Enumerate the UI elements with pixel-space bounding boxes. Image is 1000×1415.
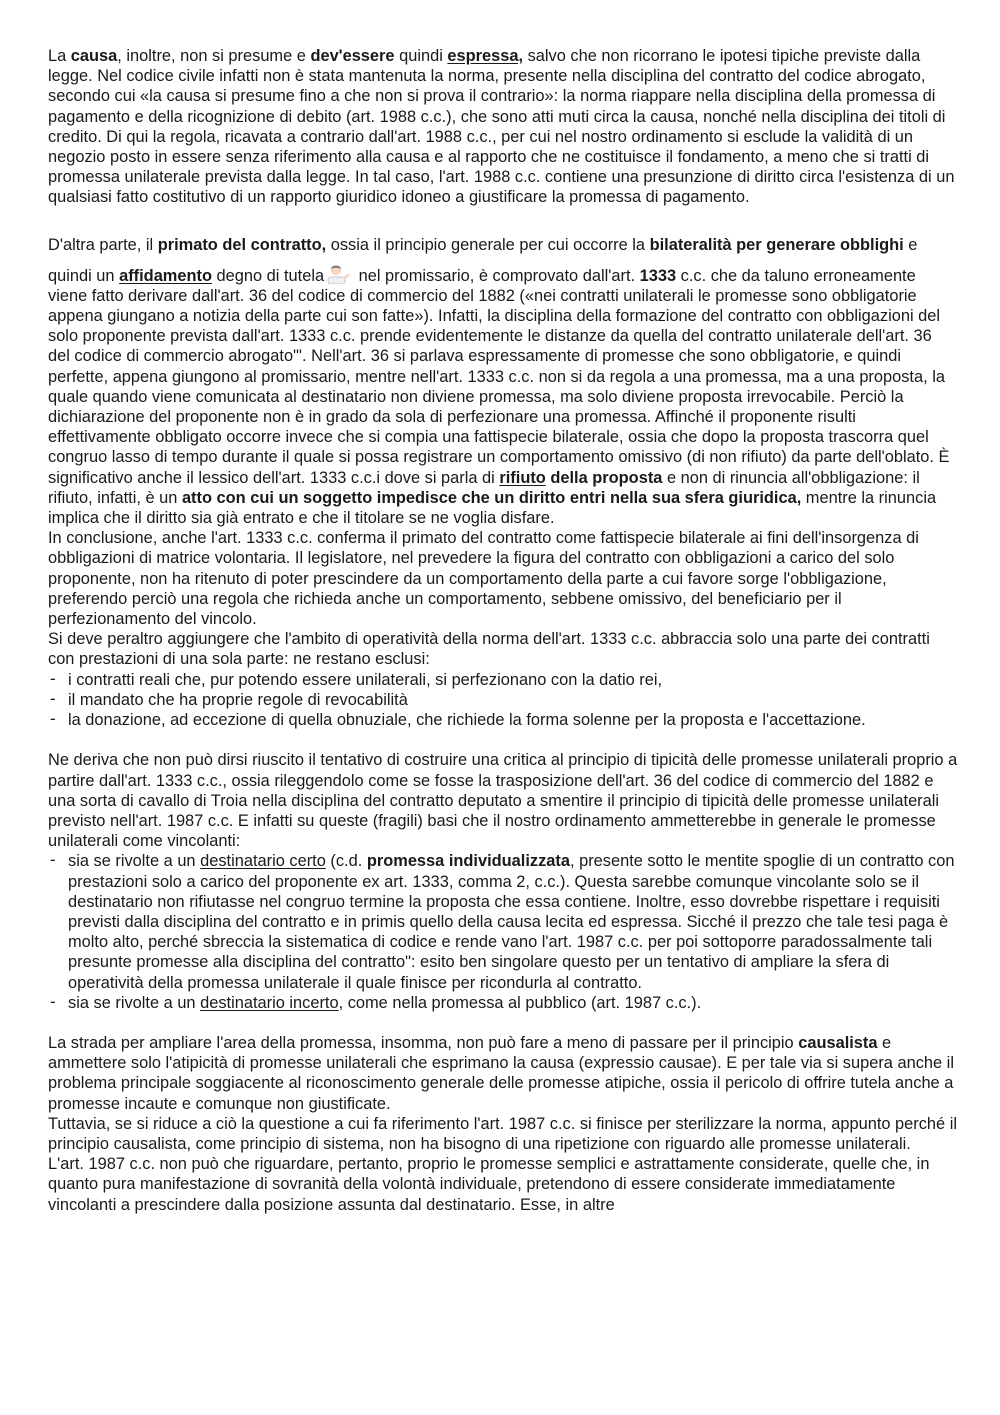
text: , presente sotto le mentite spoglie di un contratto con prestazioni solo a carico del proponente ex art. 1333, comma 2, c.c.). Questa sarebbe comunque vincolante solo se il destinatario non rifiutasse nel congruo termine la proposta che essa contiene. Inoltre, esso dovrebbe rispettare i requisiti previsti dalla disciplina del contratto e in primis quello della causa lecita ed espressa. Sicché il prezzo che tale tesi paga è molto alto, perché sbreccia la sistematica di codice e rende vano l'art. 1987 c.c. per poi sottoporre paradossalmente tali presunte promesse alla disciplina del contratto": esito ben singolare questo per un tentativo di ampliare la sfera di operatività della promessa unilaterale il quale finisce per ricondurla al contratto. — [68, 852, 955, 992]
bold-underlined-text: espressa, — [447, 47, 524, 65]
bold-text: 1333 — [639, 266, 677, 285]
paragraph-conclusione: In conclusione, anche l'art. 1333 c.c. conferma il primato del contratto come fattispecie bilaterale ai fini dell'insorgenza di obbligazioni di matrice volontaria. Il legislatore, nel prevedere la figura del contratto con obbligazioni a carico del solo proponente, non ha ritenuto di poter prescindere da un comportamento della parte a cui favore sorge l'obbligazione, preferendo perciò una regola che richieda anche un comportamento, sebbene omissivo, del beneficiario per il perfezionamento del vincolo. — [48, 529, 919, 629]
paragraph-ne-deriva: Ne deriva che non può dirsi riuscito il tentativo di costruire una critica al principio di tipicità delle promesse unilaterali proprio a partire dall'art. 1333 c.c., ossia rileggendolo come se fosse la trasposizione dell'art. 36 del codice di commercio del 1882 e una sorta di cavallo di Troia nella disciplina del contratto deputato a smentire il principio di tipicità delle promesse unilaterali previsto nell'art. 1987 c.c. E infatti su queste (fragili) basi che il nostro ordinamento ammetterebbe in generale le promesse unilaterali come vincolanti: — [48, 751, 958, 851]
text: ossia il principio generale per cui occorre la — [326, 235, 650, 254]
paragraph-tuttavia: Tuttavia, se si riduce a ciò la questione a cui fa riferimento l'art. 1987 c.c. si finisce per sterilizzare la norma, appunto perché il principio causalista, come principio di sistema, non ha bisogno di una ripetizione con riguardo alle promesse unilaterali. — [48, 1114, 957, 1153]
text: e quindi un — [48, 235, 918, 285]
text: e non di rinuncia all'obbligazione: il rifiuto, infatti, è un — [48, 468, 920, 507]
text: sia se rivolte a un — [68, 993, 201, 1012]
text: La strada per ampliare l'area della promessa, insomma, non può fare a meno di passare per il principio — [48, 1033, 799, 1052]
text: nel promissario, è comprovato dall'art. — [354, 266, 640, 285]
bold-underlined-text: affidamento — [119, 266, 212, 285]
text: , inoltre, non si presume e — [117, 47, 311, 65]
underlined-text: destinatario certo — [200, 852, 326, 871]
bold-text: causalista — [798, 1033, 878, 1052]
text: salvo che non ricorrano le ipotesi tipiche previste dalla legge. Nel codice civile infatti non è stata mantenuta la norma, presente nella disciplina del contratto del codice abrogato, secondo cui «la causa si presume fino a che non si prova il contrario»: la norma riappare nella disciplina della promessa di pagamento e della ricognizione di debito (art. 1988 c.c.), che sono atti muti circa la causa, nonché nella disciplina dei titoli di credito. Di qui la regola, ricavata a contrario dall'art. 1988 c.c., per cui nel nostro ordinamento si esclude la validità di un negozio posto in essere senza riferimento alla causa e al rapporto che ne costituisce il fondamento, a meno che si tratti di promessa unilaterale prevista dalla legge. In tal caso, l'art. 1988 c.c. contiene una presunzione di diritto circa l'esistenza di un qualsiasi fatto costitutivo di un rapporto giuridico idoneo a giustificare la promessa di pagamento. — [48, 47, 955, 207]
list-item: - i contratti reali che, pur potendo essere unilaterali, si perfezionano con la datio rei, — [48, 670, 958, 690]
text: e ammettere solo l'atipicità di promesse unilaterali che esprimano la causa (expressio causae). E per tale via si supera anche il problema principale soggiacente al riconoscimento generale delle promesse atipiche, ossia il pericolo di offrire tutela anche a promesse incaute e comunque non giustificate. — [48, 1033, 954, 1113]
text: quindi — [394, 47, 448, 65]
text: D'altra parte, il — [48, 235, 158, 254]
list-item: - la donazione, ad eccezione di quella obnuziale, che richiede la forma solenne per la proposta e l'accettazione. — [48, 710, 958, 730]
bold-underlined-text: rifiuto — [499, 468, 546, 487]
paragraph-primato-contratto — [48, 228, 958, 529]
list-item — [48, 851, 958, 992]
text: sia se rivolte a un — [68, 852, 201, 871]
paragraph-strada — [48, 1033, 958, 1114]
paragraph-art-1987: L'art. 1987 c.c. non può che riguardare, pertanto, proprio le promesse semplici e astrattamente considerate, quelle che, in quanto pura manifestazione di sovranità della volontà individuale, pretendono di essere considerate immediatamente vincolanti a prescindere dalla posizione assunta dal destinatario. Esse, in altre — [48, 1155, 930, 1214]
bold-text: atto con cui un soggetto impedisce che un diritto entri nella sua sfera giuridica, — [181, 488, 802, 507]
text: degno di tutela — [211, 266, 325, 285]
text: , come nella promessa al pubblico (art. 1987 c.c.). — [338, 993, 702, 1012]
recipient-list — [48, 851, 958, 1013]
bold-text: della proposta — [545, 468, 663, 487]
underlined-text: destinatario incerto — [200, 993, 339, 1012]
text: (c.d. — [325, 852, 367, 871]
bold-text: bilateralità per generare obblighi — [649, 235, 904, 254]
list-item: - il mandato che ha proprie regole di revocabilità — [48, 690, 958, 710]
bold-text: promessa individualizzata — [366, 852, 570, 871]
bold-text: primato del contratto, — [157, 235, 327, 254]
man-tipping-hand-emoji — [326, 262, 352, 284]
bold-text: dev'essere — [310, 47, 395, 65]
text: La — [48, 47, 71, 65]
excluded-contracts-list — [48, 670, 958, 731]
list-item — [48, 993, 958, 1013]
text: c.c. che da taluno erroneamente viene fatto derivare dall'art. 36 del codice di commercio del 1882 («nei contratti unilaterali le promesse sono obbligatorie appena giungano a notizia della parte cui son fatte»). Infatti, la disciplina della formazione del contratto con obbligazioni del solo proponente prevista dall'art. 1333 c.c. prende evidentemente le distanze da quella del contratto unilaterale dell'art. 36 del codice di commercio abrogato"'. Nell'art. 36 si parlava espressamente di promesse che sono obbligatorie, e quindi perfette, appena giungono al promissario, mentre nell'art. 1333 c.c. non si da regola a una promessa, ma a una proposta, la quale quando viene comunicata al destinatario non diviene promessa, ma solo diviene proposta irrevocabile. Perciò la dichiarazione del proponente non è in grado da sola di perfezionare una promessa. Affinché il proponente risulti effettivamente obbligato occorre invece che si compia una fattispecie bilaterale, ossia che dopo la proposta trascorra quel congruo lasso di tempo durante il quale si possa registrare un comportamento omissivo (di non rifiuto) da parte dell'oblato. È significativo anche il lessico dell'art. 1333 c.c.i dove si parla di — [48, 266, 950, 487]
document-page — [48, 46, 958, 1215]
text: mentre la rinuncia implica che il diritto sia già entrato e che il titolare se ne voglia disfare. — [48, 488, 937, 528]
paragraph-ambito: Si deve peraltro aggiungere che l'ambito di operatività della norma dell'art. 1333 c.c. abbraccia solo una parte dei contratti con prestazioni di una sola parte: ne restano esclusi: — [48, 630, 930, 669]
paragraph-causa — [48, 46, 958, 208]
bold-text: causa — [70, 47, 118, 65]
